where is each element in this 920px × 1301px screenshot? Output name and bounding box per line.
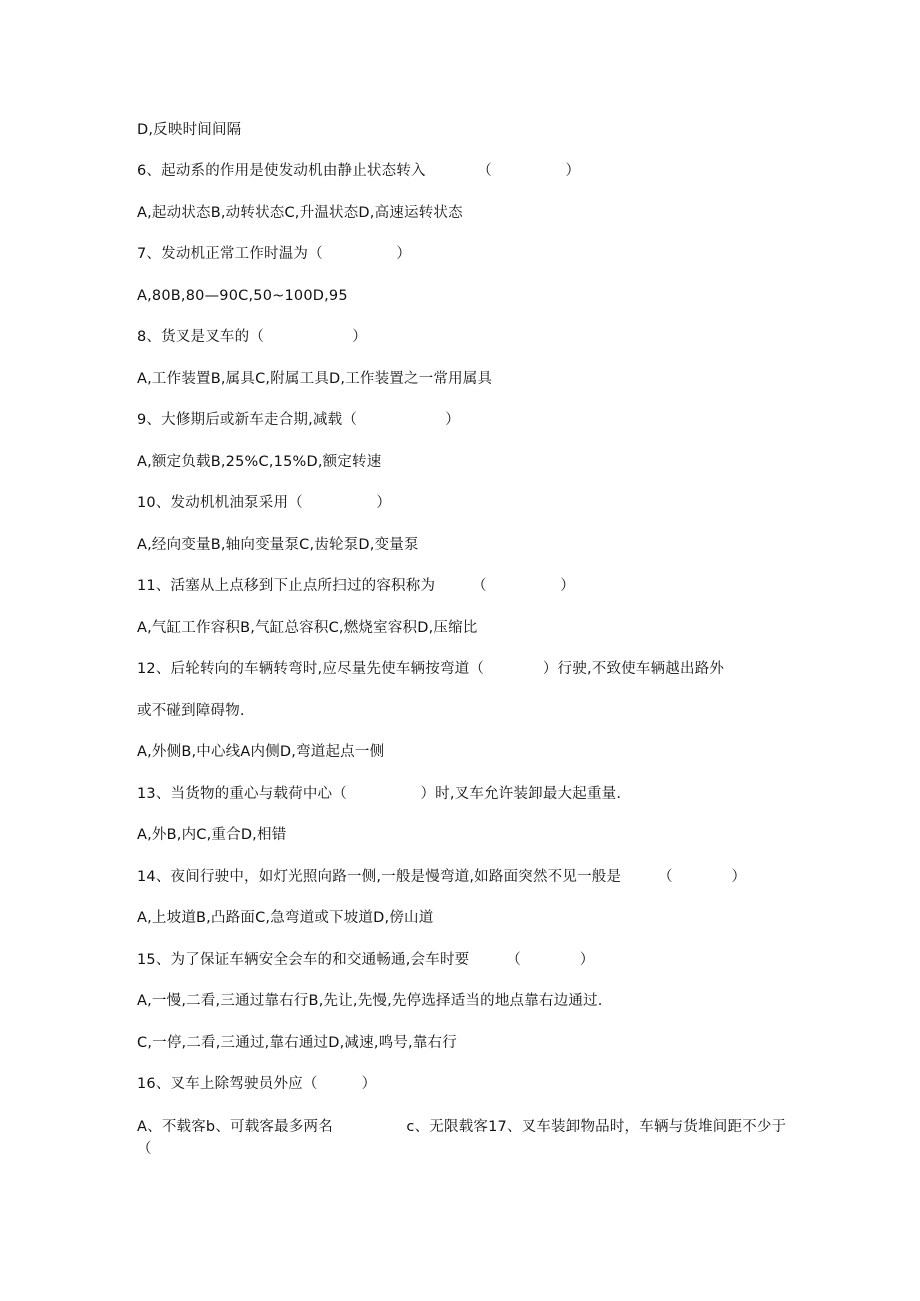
question-10: 10、发动机机油泵采用（ ） xyxy=(137,495,392,511)
question-12: 12、后轮转向的车辆转弯时,应尽量先使车辆按弯道（ ）行驶,不致使车辆越出路外 xyxy=(137,661,725,677)
question-15: 15、为了保证车辆安全会车的和交通畅通,会车时要 （ ） xyxy=(137,952,595,968)
options-q6: A,起动状态B,动转状态C,升温状态D,高速运转状态 xyxy=(137,205,463,221)
question-7: 7、发动机正常工作时温为（ ） xyxy=(137,246,412,262)
question-6: 6、起动系的作用是使发动机由静止状态转入 （ ） xyxy=(137,163,581,179)
options-q7: A,80B,80—90C,50~100D,95 xyxy=(137,288,348,304)
options-q13: A,外B,内C,重合D,相错 xyxy=(137,827,287,843)
question-12-continued: 或不碰到障碍物. xyxy=(137,703,245,719)
question-8: 8、货叉是叉车的（ ） xyxy=(137,329,367,345)
question-11: 11、活塞从上点移到下止点所扫过的容积称为 （ ） xyxy=(137,578,575,594)
options-q12: A,外侧B,中心线A内侧D,弯道起点一侧 xyxy=(137,744,385,760)
options-q8: A,工作装置B,属具C,附属工具D,工作装置之一常用属具 xyxy=(137,371,493,387)
question-14: 14、夜间行驶中，如灯光照向路一侧,一般是慢弯道,如路面突然不见一般是 （ ） xyxy=(137,869,747,885)
options-q11: A,气缸工作容积B,气缸总容积C,燃烧室容积D,压缩比 xyxy=(137,620,478,636)
options-q10: A,经向变量B,轴向变量泵C,齿轮泵D,变量泵 xyxy=(137,537,419,553)
options-q16-question-17: A、不载客b、可载客最多两名 c、无限载客17、叉车装卸物品时，车辆与货堆间距不少于（ xyxy=(137,1119,787,1157)
options-q9: A,额定负载B,25%C,15%D,额定转速 xyxy=(137,454,382,470)
options-q14: A,上坡道B,凸路面C,急弯道或下坡道D,傍山道 xyxy=(137,910,434,926)
question-9: 9、大修期后或新车走合期,减载（ ） xyxy=(137,412,460,428)
question-16: 16、叉车上除驾驶员外应（ ） xyxy=(137,1076,377,1092)
question-13: 13、当货物的重心与载荷中心（ ）时,叉车允许装卸最大起重量. xyxy=(137,786,622,802)
options-q15-line2: C,一停,二看,三通过,靠右通过D,减速,鸣号,靠右行 xyxy=(137,1035,457,1051)
option-line-q5: D,反映时间间隔 xyxy=(137,122,242,138)
options-q15-line1: A,一慢,二看,三通过靠右行B,先让,先慢,先停选择适当的地点靠右边通过. xyxy=(137,993,603,1009)
